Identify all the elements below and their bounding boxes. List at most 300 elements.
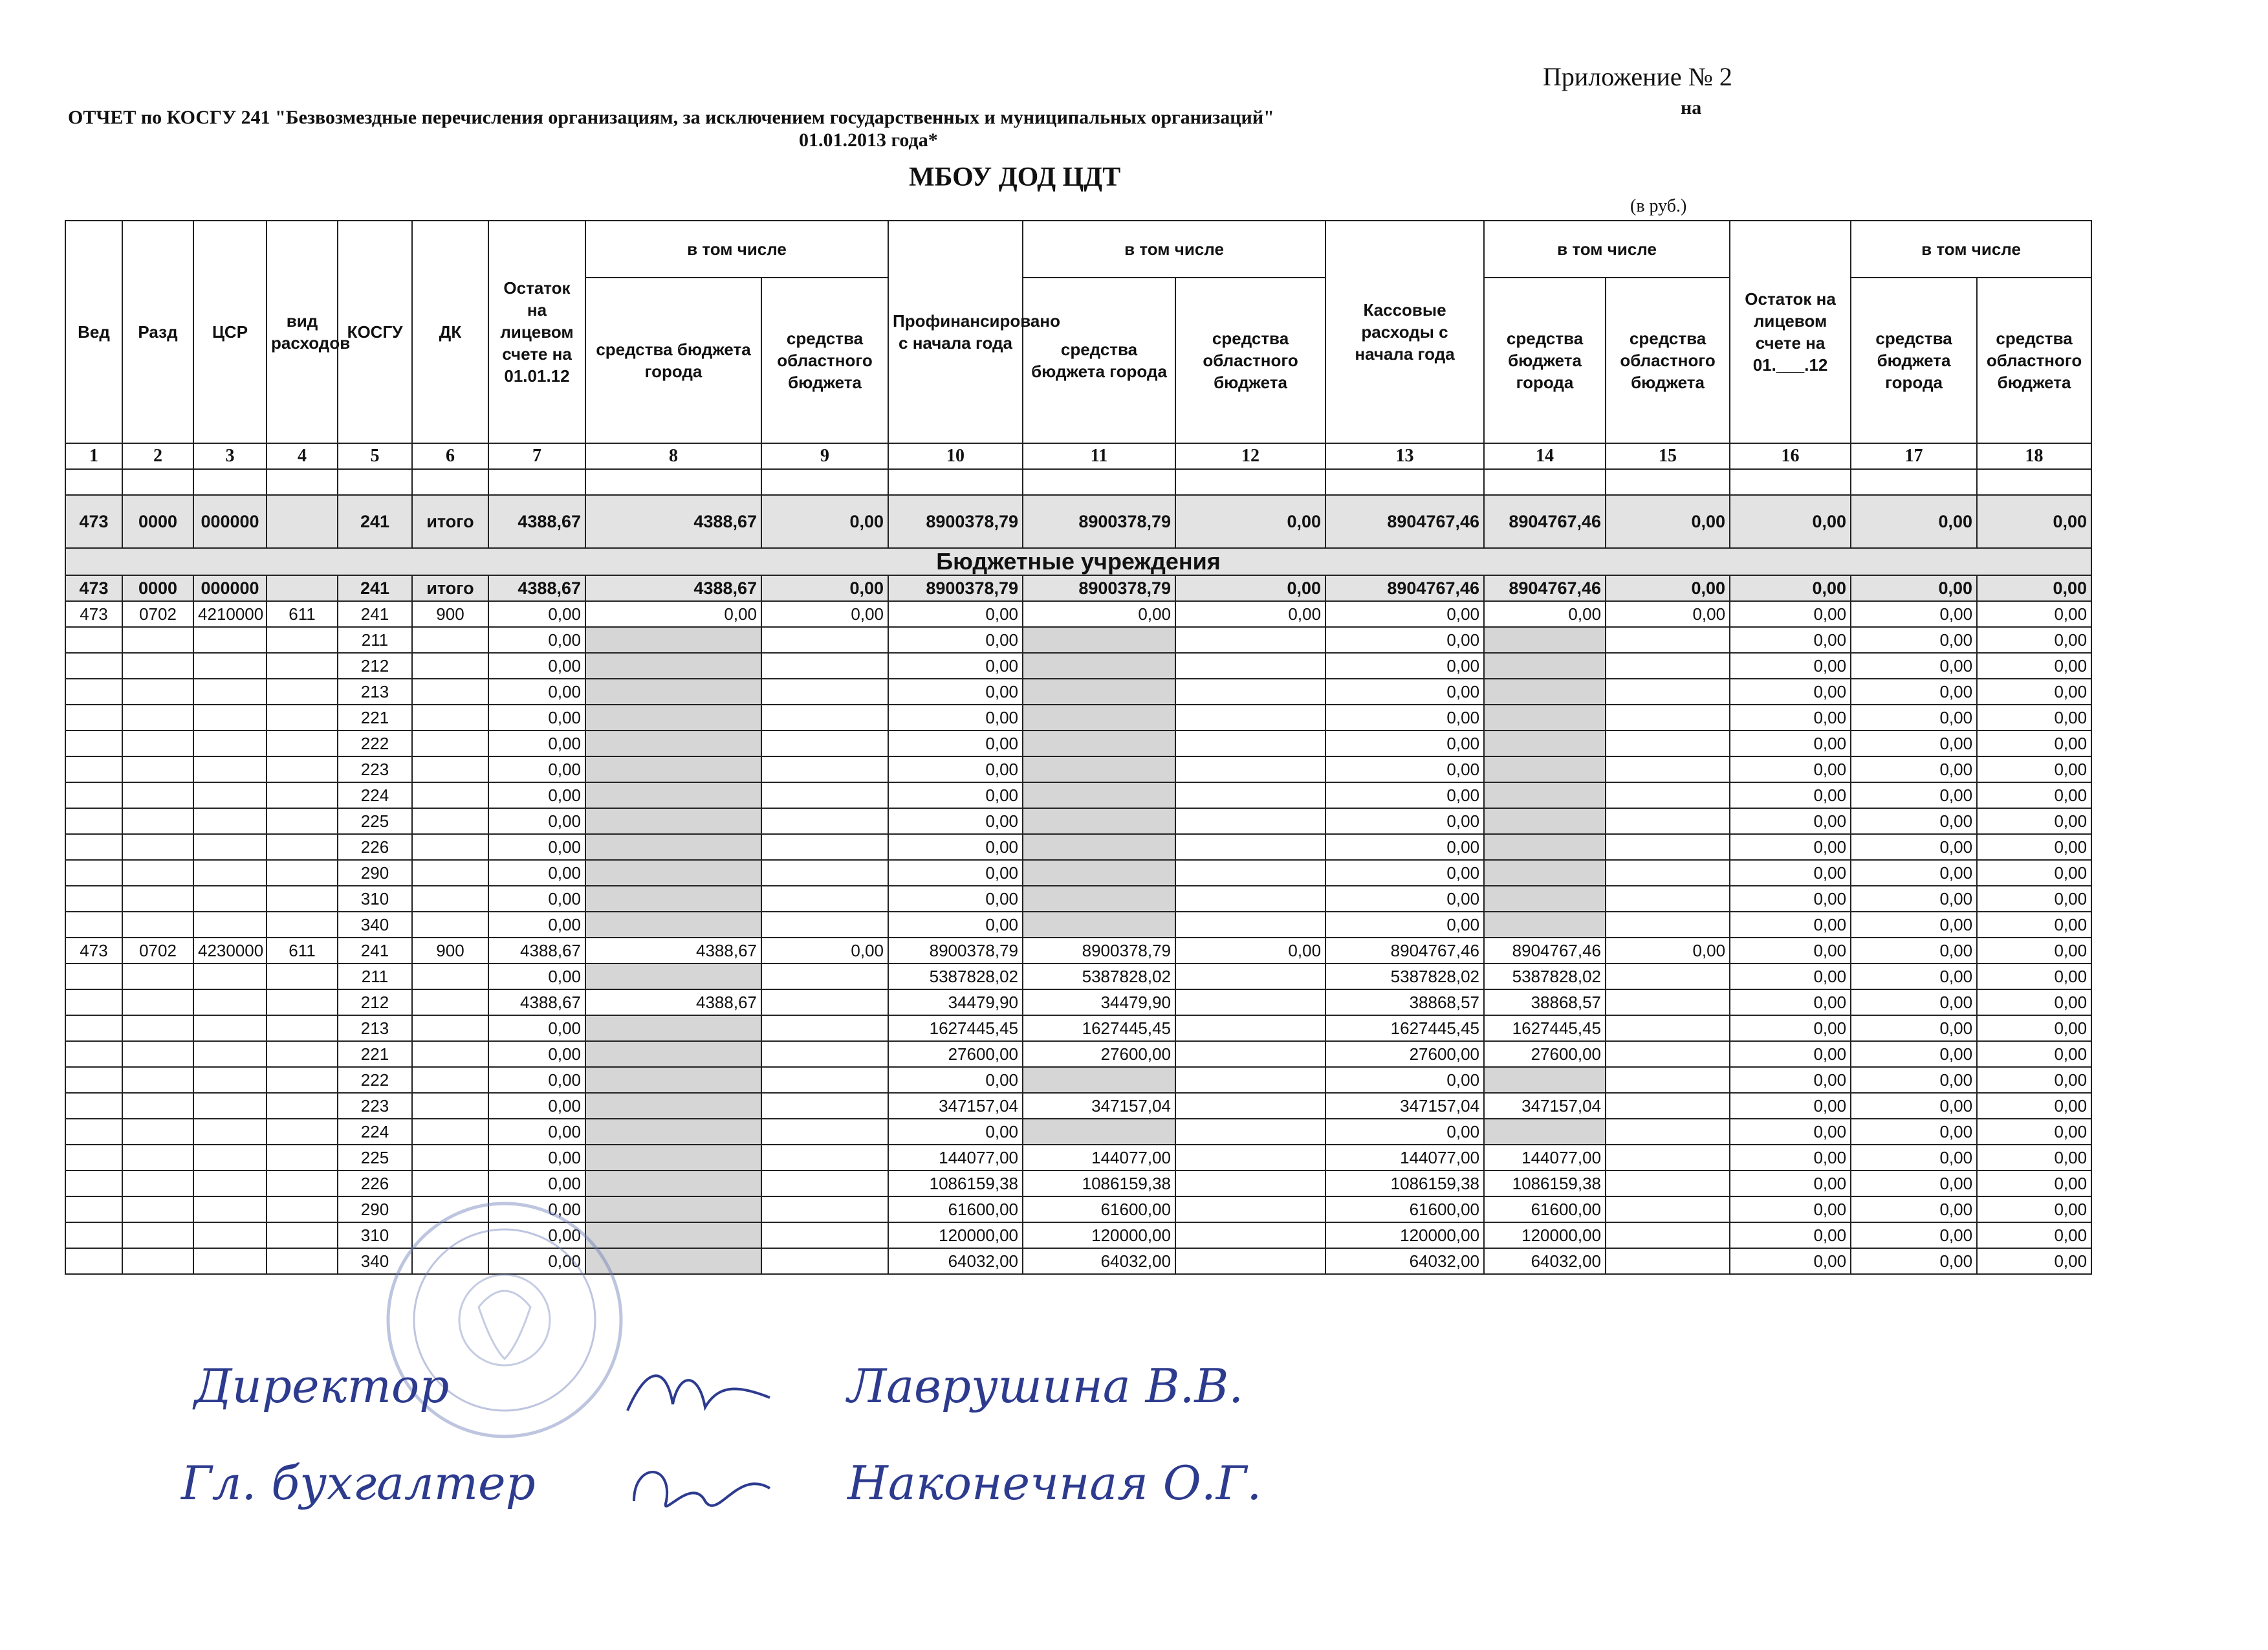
cell-col-9: 0,00 (761, 938, 888, 963)
cell-col-18: 0,00 (1977, 1119, 2091, 1145)
cell-col-8 (585, 627, 761, 653)
cell-col-11 (1023, 834, 1175, 860)
cell-col-15 (1606, 756, 1730, 782)
cell-col-17: 0,00 (1851, 575, 1977, 601)
table-row (65, 1041, 2091, 1067)
cell-col-18: 0,00 (1977, 575, 2091, 601)
cell-col-12: 0,00 (1175, 938, 1325, 963)
cell-col-14: 0,00 (1484, 601, 1606, 627)
cell-col-18: 0,00 (1977, 860, 2091, 886)
cell-col-5: 212 (338, 989, 412, 1015)
cell-col-9 (761, 1067, 888, 1093)
cell-col-1 (65, 627, 122, 653)
cell-col-9 (761, 1093, 888, 1119)
cell-col-7: 0,00 (488, 860, 585, 886)
cell-col-15 (1606, 653, 1730, 679)
cell-col-5: 221 (338, 1041, 412, 1067)
cell-col-9 (761, 731, 888, 756)
cell-col-3 (193, 1119, 267, 1145)
cell-col-9 (761, 627, 888, 653)
appendix-label: Приложение № 2 (1543, 62, 1732, 91)
col-dk: ДК (412, 221, 488, 443)
cell-col-13: 27600,00 (1325, 1041, 1484, 1067)
col-group-vtomchisle-2: в том числе (1023, 221, 1325, 278)
cell-col-2: 0000 (122, 575, 193, 601)
cell-col-10: 0,00 (888, 1119, 1023, 1145)
cell-col-4 (267, 886, 338, 912)
cell-col-16: 0,00 (1730, 627, 1851, 653)
cell-col-5: 241 (338, 575, 412, 601)
cell-col-3 (193, 1145, 267, 1171)
cell-col-14 (1484, 731, 1606, 756)
cell-col-4 (267, 808, 338, 834)
cell-col-9: 0,00 (761, 575, 888, 601)
cell-col-6 (412, 886, 488, 912)
cell-col-1: 473 (65, 938, 122, 963)
cell-col-1 (65, 989, 122, 1015)
cell-col-18: 0,00 (1977, 679, 2091, 705)
cell-col-16: 0,00 (1730, 912, 1851, 938)
cell-col-18: 0,00 (1977, 886, 2091, 912)
cell-col-17: 0,00 (1851, 1067, 1977, 1093)
col-15: средства областного бюджета (1606, 278, 1730, 443)
cell-col-3 (193, 989, 267, 1015)
cell-col-8 (585, 1171, 761, 1196)
cell-col-7: 0,00 (488, 756, 585, 782)
director-name: Лаврушина В.В. (847, 1359, 1244, 1413)
cell-col-9: 0,00 (761, 495, 888, 548)
cell-col-11 (1023, 808, 1175, 834)
cell-col-11: 1627445,45 (1023, 1015, 1175, 1041)
cell-col-7: 0,00 (488, 627, 585, 653)
cell-col-7: 0,00 (488, 1041, 585, 1067)
cell-col-15 (1606, 627, 1730, 653)
cell-col-2 (122, 912, 193, 938)
table-row (65, 782, 2091, 808)
cell-col-15: 0,00 (1606, 575, 1730, 601)
cell-col-15 (1606, 912, 1730, 938)
cell-col-13: 0,00 (1325, 756, 1484, 782)
cell-col-15 (1606, 886, 1730, 912)
cell-col-17: 0,00 (1851, 1145, 1977, 1171)
cell-col-18: 0,00 (1977, 1248, 2091, 1274)
cell-col-1 (65, 1171, 122, 1196)
cell-col-5: 224 (338, 1119, 412, 1145)
col-csr: ЦСР (193, 221, 267, 443)
cell-col-2 (122, 782, 193, 808)
table-row (65, 860, 2091, 886)
cell-col-1 (65, 1196, 122, 1222)
cell-col-18: 0,00 (1977, 912, 2091, 938)
cell-col-10: 61600,00 (888, 1196, 1023, 1222)
cell-col-6 (412, 989, 488, 1015)
cell-col-17: 0,00 (1851, 679, 1977, 705)
cell-col-13: 0,00 (1325, 653, 1484, 679)
cell-col-4 (267, 989, 338, 1015)
cell-col-15 (1606, 1093, 1730, 1119)
cell-col-18: 0,00 (1977, 1015, 2091, 1041)
cell-col-14: 64032,00 (1484, 1248, 1606, 1274)
cell-col-11 (1023, 731, 1175, 756)
cell-col-17: 0,00 (1851, 1222, 1977, 1248)
cell-col-13: 0,00 (1325, 1119, 1484, 1145)
cell-col-14: 27600,00 (1484, 1041, 1606, 1067)
cell-col-15 (1606, 1015, 1730, 1041)
cell-col-5: 226 (338, 1171, 412, 1196)
cell-col-1 (65, 1041, 122, 1067)
cell-col-11 (1023, 1119, 1175, 1145)
cell-col-12 (1175, 1041, 1325, 1067)
cell-col-10: 120000,00 (888, 1222, 1023, 1248)
cell-col-7: 0,00 (488, 1196, 585, 1222)
cell-col-6 (412, 653, 488, 679)
cell-col-5: 290 (338, 1196, 412, 1222)
table-row (65, 1119, 2091, 1145)
cell-col-12 (1175, 782, 1325, 808)
cell-col-16: 0,00 (1730, 834, 1851, 860)
cell-col-12: 0,00 (1175, 601, 1325, 627)
cell-col-15 (1606, 1222, 1730, 1248)
table-row (65, 627, 2091, 653)
cell-col-14: 8904767,46 (1484, 495, 1606, 548)
cell-col-13: 0,00 (1325, 601, 1484, 627)
cell-col-7: 4388,67 (488, 938, 585, 963)
cell-col-18: 0,00 (1977, 653, 2091, 679)
cell-col-4 (267, 495, 338, 548)
cell-col-15 (1606, 834, 1730, 860)
col-profin: Профинансировано с начала года (888, 221, 1023, 443)
cell-col-7: 4388,67 (488, 989, 585, 1015)
cell-col-10: 0,00 (888, 834, 1023, 860)
cell-col-6 (412, 1015, 488, 1041)
cell-col-8 (585, 808, 761, 834)
cell-col-8: 4388,67 (585, 938, 761, 963)
cell-col-7: 0,00 (488, 963, 585, 989)
cell-col-3 (193, 886, 267, 912)
cell-col-2 (122, 860, 193, 886)
cell-col-6: 900 (412, 938, 488, 963)
table-row (65, 1171, 2091, 1196)
cell-col-9 (761, 1248, 888, 1274)
cell-col-10: 27600,00 (888, 1041, 1023, 1067)
cell-col-1 (65, 1093, 122, 1119)
cell-col-7: 0,00 (488, 601, 585, 627)
cell-col-9 (761, 1222, 888, 1248)
cell-col-14: 8904767,46 (1484, 938, 1606, 963)
cell-col-15 (1606, 1248, 1730, 1274)
cell-col-5: 340 (338, 912, 412, 938)
cell-col-18: 0,00 (1977, 627, 2091, 653)
cell-col-3 (193, 756, 267, 782)
cell-col-11: 8900378,79 (1023, 575, 1175, 601)
cell-col-7: 4388,67 (488, 495, 585, 548)
column-numbers-row: 1 2 3 4 5 6 7 8 9 10 11 12 13 14 15 16 17 18 (65, 443, 2091, 469)
cell-col-13: 0,00 (1325, 705, 1484, 731)
cell-col-12 (1175, 1222, 1325, 1248)
cell-col-3 (193, 1171, 267, 1196)
cell-col-11 (1023, 912, 1175, 938)
cell-col-8 (585, 679, 761, 705)
cell-col-14: 144077,00 (1484, 1145, 1606, 1171)
cell-col-6 (412, 705, 488, 731)
cell-col-14 (1484, 860, 1606, 886)
cell-col-6 (412, 1171, 488, 1196)
cell-col-4 (267, 1015, 338, 1041)
cell-col-16: 0,00 (1730, 1171, 1851, 1196)
cell-col-12 (1175, 1067, 1325, 1093)
cell-col-10: 64032,00 (888, 1248, 1023, 1274)
cell-col-16: 0,00 (1730, 731, 1851, 756)
table-row (65, 912, 2091, 938)
cell-col-11 (1023, 1067, 1175, 1093)
cell-col-6 (412, 808, 488, 834)
cell-col-2: 0702 (122, 938, 193, 963)
cell-col-8 (585, 653, 761, 679)
cell-col-14 (1484, 886, 1606, 912)
cell-col-10: 0,00 (888, 627, 1023, 653)
cell-col-2 (122, 989, 193, 1015)
cell-col-5: 211 (338, 963, 412, 989)
cell-col-11: 1086159,38 (1023, 1171, 1175, 1196)
cell-col-12 (1175, 860, 1325, 886)
cell-col-16: 0,00 (1730, 1093, 1851, 1119)
cell-col-7: 0,00 (488, 1067, 585, 1093)
cell-col-16: 0,00 (1730, 495, 1851, 548)
cell-col-18: 0,00 (1977, 731, 2091, 756)
cell-col-14 (1484, 679, 1606, 705)
signature-block (181, 1346, 1475, 1540)
cell-col-4 (267, 1145, 338, 1171)
cell-col-12 (1175, 653, 1325, 679)
cell-col-12 (1175, 1248, 1325, 1274)
cell-col-11 (1023, 860, 1175, 886)
cell-col-1 (65, 1119, 122, 1145)
cell-col-3 (193, 653, 267, 679)
report-table (65, 220, 2092, 1275)
cell-col-8: 0,00 (585, 601, 761, 627)
cell-col-9 (761, 989, 888, 1015)
cell-col-17: 0,00 (1851, 808, 1977, 834)
cell-col-10: 1627445,45 (888, 1015, 1023, 1041)
cell-col-4 (267, 731, 338, 756)
cell-col-17: 0,00 (1851, 938, 1977, 963)
table-row (65, 1222, 2091, 1248)
cell-col-6 (412, 627, 488, 653)
cell-col-18: 0,00 (1977, 1093, 2091, 1119)
cell-col-14 (1484, 782, 1606, 808)
cell-col-7: 0,00 (488, 1119, 585, 1145)
cell-col-7: 0,00 (488, 808, 585, 834)
cell-col-3 (193, 1067, 267, 1093)
cell-col-5: 222 (338, 731, 412, 756)
cell-col-12 (1175, 808, 1325, 834)
cell-col-1 (65, 679, 122, 705)
group2-header-row (65, 938, 2091, 963)
cell-col-10: 0,00 (888, 886, 1023, 912)
cell-col-3 (193, 1093, 267, 1119)
cell-col-18: 0,00 (1977, 938, 2091, 963)
cell-col-2 (122, 808, 193, 834)
cell-col-8 (585, 963, 761, 989)
cell-col-2 (122, 1145, 193, 1171)
cell-col-10: 8900378,79 (888, 938, 1023, 963)
cell-col-1 (65, 653, 122, 679)
cell-col-17: 0,00 (1851, 1248, 1977, 1274)
cell-col-1 (65, 963, 122, 989)
cell-col-7: 0,00 (488, 834, 585, 860)
cell-col-18: 0,00 (1977, 1196, 2091, 1222)
cell-col-12 (1175, 731, 1325, 756)
cell-col-2 (122, 963, 193, 989)
cell-col-13: 5387828,02 (1325, 963, 1484, 989)
cell-col-3 (193, 1015, 267, 1041)
cell-col-16: 0,00 (1730, 1119, 1851, 1145)
cell-col-9 (761, 1041, 888, 1067)
cell-col-13: 0,00 (1325, 679, 1484, 705)
cell-col-1: 473 (65, 495, 122, 548)
cell-col-6 (412, 834, 488, 860)
col-ostatok-end: Остаток на лицевом счете на 01.___.12 (1730, 221, 1851, 443)
col-14: средства бюджета города (1484, 278, 1606, 443)
cell-col-7: 0,00 (488, 1171, 585, 1196)
cell-col-11 (1023, 653, 1175, 679)
col-18: средства областного бюджета (1977, 278, 2091, 443)
cell-col-4 (267, 575, 338, 601)
accountant-title: Гл. бухгалтер (181, 1456, 536, 1510)
cell-col-10: 0,00 (888, 782, 1023, 808)
cell-col-15 (1606, 679, 1730, 705)
cell-col-5: 223 (338, 756, 412, 782)
cell-col-5: 213 (338, 1015, 412, 1041)
table-row (65, 886, 2091, 912)
cell-col-4 (267, 627, 338, 653)
cell-col-1 (65, 860, 122, 886)
table-row (65, 989, 2091, 1015)
table-row (65, 756, 2091, 782)
cell-col-6: 900 (412, 601, 488, 627)
cell-col-8 (585, 1093, 761, 1119)
cell-col-5: 241 (338, 601, 412, 627)
cell-col-12 (1175, 1145, 1325, 1171)
cell-col-12 (1175, 1171, 1325, 1196)
cell-col-9 (761, 1015, 888, 1041)
cell-col-6: итого (412, 575, 488, 601)
cell-col-18: 0,00 (1977, 495, 2091, 548)
table-row (65, 731, 2091, 756)
cell-col-8 (585, 1015, 761, 1041)
cell-col-12 (1175, 989, 1325, 1015)
cell-col-16: 0,00 (1730, 1196, 1851, 1222)
cell-col-8: 4388,67 (585, 495, 761, 548)
col-8: средства бюджета города (585, 278, 761, 443)
cell-col-1 (65, 886, 122, 912)
cell-col-11 (1023, 886, 1175, 912)
cell-col-2 (122, 1015, 193, 1041)
col-12: средства областного бюджета (1175, 278, 1325, 443)
cell-col-18: 0,00 (1977, 963, 2091, 989)
cell-col-15 (1606, 1041, 1730, 1067)
cell-col-8 (585, 731, 761, 756)
table-row (65, 1093, 2091, 1119)
cell-col-3 (193, 1222, 267, 1248)
cell-col-9 (761, 1119, 888, 1145)
cell-col-11: 0,00 (1023, 601, 1175, 627)
col-kosgu: КОСГУ (338, 221, 412, 443)
cell-col-2 (122, 834, 193, 860)
cell-col-13: 8904767,46 (1325, 495, 1484, 548)
cell-col-5: 223 (338, 1093, 412, 1119)
cell-col-14: 1086159,38 (1484, 1171, 1606, 1196)
cell-col-4 (267, 679, 338, 705)
cell-col-5: 340 (338, 1248, 412, 1274)
cell-col-18: 0,00 (1977, 1041, 2091, 1067)
cell-col-3 (193, 782, 267, 808)
cell-col-11: 347157,04 (1023, 1093, 1175, 1119)
cell-col-4 (267, 1171, 338, 1196)
section-row (65, 548, 2091, 575)
cell-col-5: 226 (338, 834, 412, 860)
cell-col-5: 212 (338, 653, 412, 679)
cell-col-18: 0,00 (1977, 1171, 2091, 1196)
group1-header-row (65, 601, 2091, 627)
cell-col-2 (122, 705, 193, 731)
cell-col-10: 0,00 (888, 653, 1023, 679)
cell-col-4 (267, 1041, 338, 1067)
col-17: средства бюджета города (1851, 278, 1977, 443)
cell-col-2: 0702 (122, 601, 193, 627)
currency-unit: (в руб.) (1630, 196, 1687, 216)
cell-col-5: 310 (338, 886, 412, 912)
cell-col-2 (122, 627, 193, 653)
cell-col-14: 347157,04 (1484, 1093, 1606, 1119)
cell-col-12: 0,00 (1175, 575, 1325, 601)
cell-col-17: 0,00 (1851, 1041, 1977, 1067)
cell-col-16: 0,00 (1730, 886, 1851, 912)
cell-col-15 (1606, 989, 1730, 1015)
cell-col-13: 144077,00 (1325, 1145, 1484, 1171)
cell-col-18: 0,00 (1977, 1067, 2091, 1093)
cell-col-16: 0,00 (1730, 1041, 1851, 1067)
cell-col-12 (1175, 912, 1325, 938)
cell-col-12 (1175, 705, 1325, 731)
cell-col-9 (761, 963, 888, 989)
cell-col-10: 0,00 (888, 1067, 1023, 1093)
cell-col-9 (761, 1145, 888, 1171)
cell-col-16: 0,00 (1730, 782, 1851, 808)
cell-col-3 (193, 679, 267, 705)
cell-col-2 (122, 1171, 193, 1196)
cell-col-14 (1484, 912, 1606, 938)
cell-col-11 (1023, 782, 1175, 808)
cell-col-1 (65, 808, 122, 834)
cell-col-1 (65, 1222, 122, 1248)
cell-col-15: 0,00 (1606, 601, 1730, 627)
cell-col-4 (267, 782, 338, 808)
cell-col-8 (585, 1119, 761, 1145)
report-title: ОТЧЕТ по КОСГУ 241 "Безвозмездные перечисления организациям, за исключением государственных и муниципальных организаций" (68, 107, 1274, 128)
cell-col-14 (1484, 705, 1606, 731)
cell-col-16: 0,00 (1730, 963, 1851, 989)
cell-col-11: 8900378,79 (1023, 938, 1175, 963)
cell-col-13: 8904767,46 (1325, 938, 1484, 963)
cell-col-1 (65, 782, 122, 808)
cell-col-6 (412, 782, 488, 808)
cell-col-9 (761, 1171, 888, 1196)
cell-col-9 (761, 886, 888, 912)
organization-name: МБОУ ДОД ЦДТ (909, 162, 1121, 192)
cell-col-3 (193, 808, 267, 834)
cell-col-13: 120000,00 (1325, 1222, 1484, 1248)
